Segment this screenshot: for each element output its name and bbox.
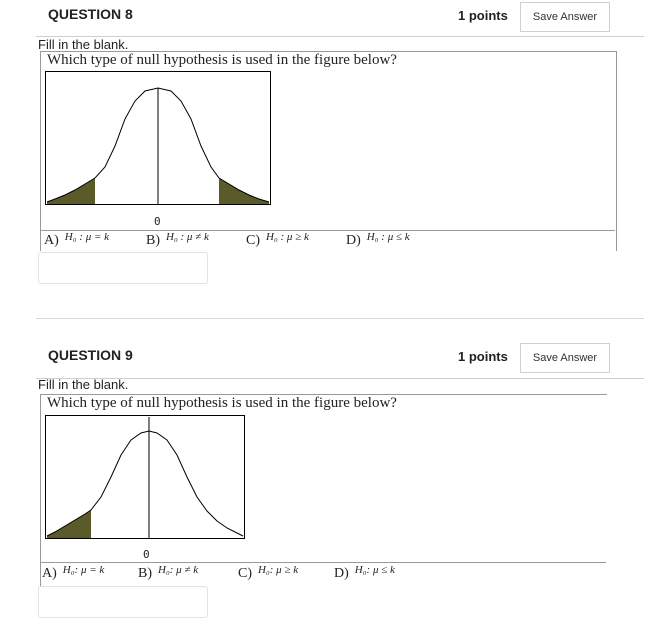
save-answer-button[interactable]: Save Answer — [520, 343, 610, 373]
axis-zero-label: 0 — [154, 215, 161, 228]
options-divider — [40, 562, 606, 563]
option-letter: B) — [138, 566, 152, 581]
axis-zero-label: 0 — [143, 548, 150, 561]
option-c — [246, 233, 309, 249]
option-hypothesis: H₀ : μ ≤ k — [366, 231, 410, 243]
option-letter: A) — [44, 233, 59, 248]
question-title: QUESTION 9 — [48, 347, 133, 363]
question-points: 1 points — [458, 349, 508, 364]
option-letter: D) — [334, 566, 349, 581]
question-header — [36, 343, 646, 377]
options-divider — [40, 230, 615, 231]
question-points: 1 points — [458, 8, 508, 23]
option-b — [146, 233, 209, 249]
question-header — [36, 2, 646, 36]
normal-curve-plot — [45, 71, 271, 205]
option-hypothesis: H₀: μ = k — [62, 564, 105, 576]
question-prompt: Which type of null hypothesis is used in the figure below? — [47, 395, 397, 411]
option-hypothesis: H₀ : μ ≠ k — [166, 231, 209, 243]
option-letter: C) — [246, 233, 260, 248]
question-prompt: Which type of null hypothesis is used in the figure below? — [47, 52, 397, 68]
option-hypothesis: H₀ : μ = k — [64, 231, 110, 243]
save-answer-button[interactable]: Save Answer — [520, 2, 610, 32]
option-letter: D) — [346, 233, 361, 248]
option-a — [42, 566, 104, 582]
option-letter: C) — [238, 566, 252, 581]
normal-curve-plot — [45, 415, 245, 539]
option-hypothesis: H₀: μ ≤ k — [354, 564, 395, 576]
answer-input[interactable] — [38, 586, 208, 618]
option-letter: A) — [42, 566, 57, 581]
option-letter: B) — [146, 233, 160, 248]
option-d — [334, 566, 395, 582]
option-a — [44, 233, 109, 249]
option-hypothesis: H₀: μ ≠ k — [158, 564, 199, 576]
answer-input[interactable] — [38, 252, 208, 284]
option-c — [238, 566, 298, 582]
instruction-text: Fill in the blank. — [38, 37, 129, 52]
option-d — [346, 233, 410, 249]
option-b — [138, 566, 198, 582]
instruction-text: Fill in the blank. — [38, 377, 129, 392]
question-separator — [36, 318, 644, 319]
option-hypothesis: H₀: μ ≥ k — [258, 564, 299, 576]
option-hypothesis: H₀ : μ ≥ k — [266, 231, 309, 243]
question-image — [40, 51, 617, 251]
question-title: QUESTION 8 — [48, 6, 133, 22]
